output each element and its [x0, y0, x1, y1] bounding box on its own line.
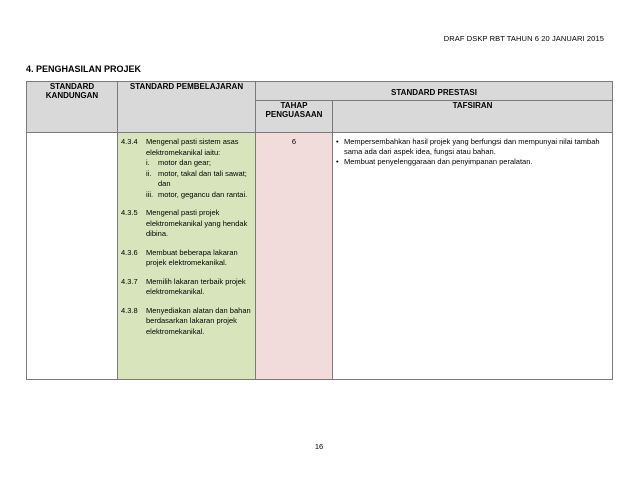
- sp-subitem: ii. motor, takal dan tali sawat; dan: [146, 168, 247, 188]
- sp-text: Memilih lakaran terbaik projek elektromekanikal.: [146, 276, 246, 296]
- section-title: 4. PENGHASILAN PROJEK: [26, 64, 142, 74]
- sp-item-4-3-4: [118, 137, 255, 200]
- sp-code: 4.3.8: [121, 305, 138, 315]
- sp-text: Mengenal pasti projek elektromekanikal yang hendak dibina.: [146, 208, 248, 238]
- header-tafsiran: TAFSIRAN: [333, 101, 613, 133]
- tafsiran-item: • Membuat penyelenggaraan dan penyimpanan peralatan.: [336, 157, 533, 166]
- sp-subitem: iii. motor, gegancu dan rantai.: [146, 189, 248, 199]
- header-standard-pembelajaran: STANDARD PEMBELAJARAN: [118, 82, 256, 133]
- sp-code: 4.3.4: [121, 137, 138, 146]
- tafsiran-item: • Mempersembahkan hasil projek yang berfungsi dan mempunyai nilai tambah sama ada dari aspek idea, fungsi atau bahan.: [336, 137, 600, 156]
- header-standard-prestasi: STANDARD PRESTASI: [256, 82, 613, 101]
- page-number: 16: [314, 442, 324, 451]
- bullet-icon: •: [336, 137, 339, 146]
- sp-text: Menyediakan alatan dan bahan berdasarkan lakaran projek elektromekanikal.: [146, 305, 251, 336]
- sp-item-4-3-8: [118, 306, 255, 338]
- sp-item-4-3-6: [118, 248, 255, 269]
- tahap-penguasaan-cell: [256, 133, 333, 380]
- header-tahap-penguasaan: TAHAP PENGUASAAN: [256, 101, 333, 133]
- standard-pembelajaran-cell: [118, 133, 256, 380]
- standards-table: [26, 81, 613, 380]
- sp-code: 4.3.6: [121, 247, 138, 257]
- draft-header: DRAF DSKP RBT TAHUN 6 20 JANUARI 2015: [443, 34, 604, 43]
- sp-text: Membuat beberapa lakaran projek elektromekanikal.: [146, 247, 238, 267]
- standard-kandungan-cell: [27, 133, 118, 380]
- sp-subitem: i. motor dan gear;: [146, 158, 211, 167]
- tahap-value: 6: [291, 137, 297, 146]
- tafsiran-cell: [333, 133, 613, 380]
- sp-item-4-3-7: [118, 277, 255, 298]
- sp-code: 4.3.7: [121, 276, 138, 286]
- sp-text: Mengenal pasti sistem asas elektromekanikal iaitu:: [146, 137, 239, 157]
- sp-item-4-3-5: [118, 208, 255, 240]
- sp-code: 4.3.5: [121, 208, 138, 217]
- bullet-icon: •: [336, 157, 339, 166]
- header-standard-kandungan: STANDARD KANDUNGAN: [27, 82, 118, 133]
